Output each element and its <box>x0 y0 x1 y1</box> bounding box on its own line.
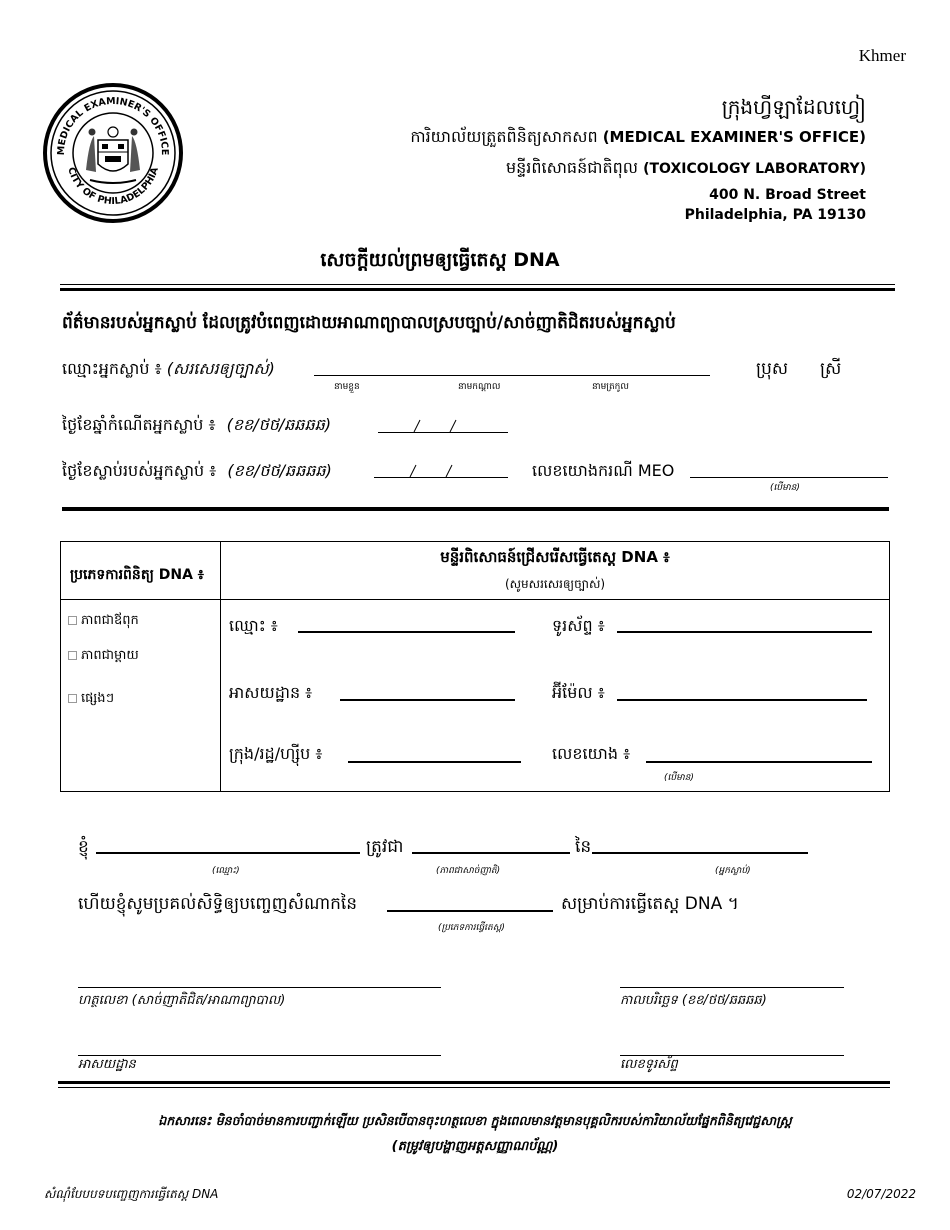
option-paternity[interactable]: ភាពជាឪពុក <box>68 612 139 631</box>
lab-name-input[interactable] <box>298 631 515 633</box>
lab-city-label: ក្រុង/រដ្ឋ/ហ្ស៊ីប ៖ <box>229 744 323 763</box>
language-label: Khmer <box>858 46 906 65</box>
consent-for-test: សម្រាប់ការធ្វើតេស្ត DNA ។ <box>561 894 739 914</box>
address-label: អាសយដ្ឋាន <box>78 1057 136 1072</box>
phone-label: លេខទូរស័ព្ទ <box>620 1057 678 1072</box>
dod-label: ថ្ងៃខែស្លាប់របស់អ្នកស្លាប់ ៖ (ខខ/ថថ/ឆឆឆឆ) <box>62 461 332 480</box>
lab-name-km: មន្ទីរពិសោធន៍ជាតិពុល <box>505 158 638 177</box>
dob-label: ថ្ងៃខែឆ្នាំកំណើតអ្នកស្លាប់ ៖ (ខខ/ថថ/ឆឆឆឆ) <box>62 415 332 434</box>
consent-deceased-hint: (អ្នកស្លាប់) <box>715 866 751 876</box>
female-option[interactable]: ស្រី <box>820 359 842 379</box>
rule <box>62 507 889 511</box>
first-name-hint: នាមខ្លួន <box>334 382 360 392</box>
seal-logo <box>42 82 184 224</box>
middle-name-hint: នាមកណ្តាល <box>458 382 501 392</box>
table-divider <box>60 599 889 600</box>
consent-test-type-hint: (ប្រភេទការធ្វើតេស្ត) <box>438 923 505 933</box>
lab-phone-input[interactable] <box>617 631 872 633</box>
meo-label: លេខយោងករណី MEO <box>532 461 675 480</box>
rule <box>58 1087 890 1088</box>
seal-top-text: MEDICAL EXAMINER'S OFFICE <box>55 95 171 156</box>
date-slashes <box>378 418 508 434</box>
option-maternity[interactable]: ភាពជាម្តាយ <box>68 647 139 666</box>
signature-label: ហត្ថលេខា (សាច់ញាតិជិត/អាណាព្យាបាល) <box>78 993 286 1008</box>
consent-i: ខ្ញុំ <box>78 837 89 857</box>
checkbox-icon[interactable] <box>68 616 77 625</box>
lab-phone-label: ទូរស័ព្ទ ៖ <box>552 616 605 635</box>
consent-deceased-input[interactable] <box>592 852 808 854</box>
lab-name-label: ឈ្មោះ ៖ <box>229 616 278 635</box>
checkbox-icon[interactable] <box>68 694 77 703</box>
lab-address-label: អាសយដ្ឋាន ៖ <box>229 683 313 702</box>
lab-ref-label: លេខយោង ៖ <box>552 744 631 763</box>
office-name-en: (MEDICAL EXAMINER'S OFFICE) <box>602 128 866 146</box>
lab-select-subheader: (សូមសរសេរឲ្យច្បាស់) <box>504 577 606 591</box>
section-heading: ព័ត៌មានរបស់អ្នកស្លាប់ ដែលត្រូវបំពេញដោយអាណាព្យាបាលស្របច្បាប់/សាច់ញាតិជិតរបស់អ្នកស្លាប់ <box>62 313 676 333</box>
notice-line-1: ឯកសារនេះ មិនចាំបាច់មានការបញ្ជាក់ឡើយ ប្រសិនបើបានចុះហត្ថលេខា ក្នុងពេលមានវត្តមានបុគ្គលិករបស់ការិយាល័យផ្នែកពិនិត្យវេជ្ជសាស្ត្រ <box>158 1113 792 1128</box>
date-slashes <box>374 463 508 479</box>
lab-name <box>506 157 866 181</box>
office-name-km: ការិយាល័យត្រួតពិនិត្យសាកសព <box>410 127 598 146</box>
rule <box>60 288 895 291</box>
rule <box>60 284 895 285</box>
last-name-hint: នាមត្រកូល <box>592 382 629 392</box>
ref-if-any: (បើមាន) <box>664 773 694 783</box>
checkbox-icon[interactable] <box>68 651 77 660</box>
office-name <box>410 126 866 150</box>
consent-test-type-input[interactable] <box>387 910 553 912</box>
lab-ref-input[interactable] <box>646 761 872 763</box>
lab-address-input[interactable] <box>340 699 515 701</box>
consent-is: ត្រូវជា <box>366 837 404 857</box>
lab-name-en: (TOXICOLOGY LABORATORY) <box>643 161 866 177</box>
seal-bottom-text: CITY OF PHILADELPHIA <box>65 165 161 208</box>
form-title: សេចក្តីយល់ព្រមឲ្យធ្វើតេស្ត DNA <box>320 249 560 271</box>
consent-grant-text: ហើយខ្ញុំសូមប្រគល់សិទ្ធិឲ្យបញ្ចេញសំណាកនៃ <box>78 894 358 914</box>
date-label: កាលបរិច្ឆេទ (ខខ/ថថ/ឆឆឆឆ) <box>620 993 767 1008</box>
consent-of: នៃ <box>575 837 592 857</box>
lab-email-label: អ៊ីម៉ែល ៖ <box>552 683 605 702</box>
city-name: ក្រុងហ្វីឡាដែលហ្វៀ <box>721 95 866 119</box>
meo-if-any: (បើមាន) <box>770 483 800 493</box>
dna-type-header: ប្រភេទការពិនិត្យ DNA ៖ <box>70 567 204 583</box>
footer-form-name: សំណុំបែបបទបញ្ចេញការធ្វើតេស្ត DNA <box>44 1187 219 1201</box>
consent-relation-input[interactable] <box>412 852 570 854</box>
street-address: 400 N. Broad Street <box>709 187 866 203</box>
notice-line-2: (តម្រូវឲ្យបង្ហាញអត្តសញ្ញាណប័ណ្ណ) <box>391 1139 559 1154</box>
consent-name-hint: (ឈ្មោះ) <box>212 866 240 876</box>
date-input[interactable] <box>620 987 844 988</box>
lab-city-input[interactable] <box>348 761 521 763</box>
consent-name-input[interactable] <box>96 852 360 854</box>
rule <box>58 1081 890 1084</box>
decedent-name-label: ឈ្មោះអ្នកស្លាប់ ៖ (សរសេរឲ្យច្បាស់) <box>62 359 275 378</box>
decedent-name-input[interactable] <box>314 375 710 376</box>
footer-date: 02/07/2022 <box>846 1187 916 1201</box>
meo-input[interactable] <box>690 477 888 478</box>
option-other[interactable]: ផ្សេងៗ <box>68 690 114 709</box>
city-zip: Philadelphia, PA 19130 <box>684 207 866 223</box>
lab-select-header: មន្ទីរពិសោធន៍ជ្រើសរើសធ្វើតេស្ត DNA ៖ <box>440 548 670 566</box>
consent-relation-hint: (ភាពជាសាច់ញាតិ) <box>436 866 501 876</box>
signature-input[interactable] <box>78 987 441 988</box>
male-option[interactable]: ប្រុស <box>756 359 789 379</box>
lab-email-input[interactable] <box>617 699 867 701</box>
